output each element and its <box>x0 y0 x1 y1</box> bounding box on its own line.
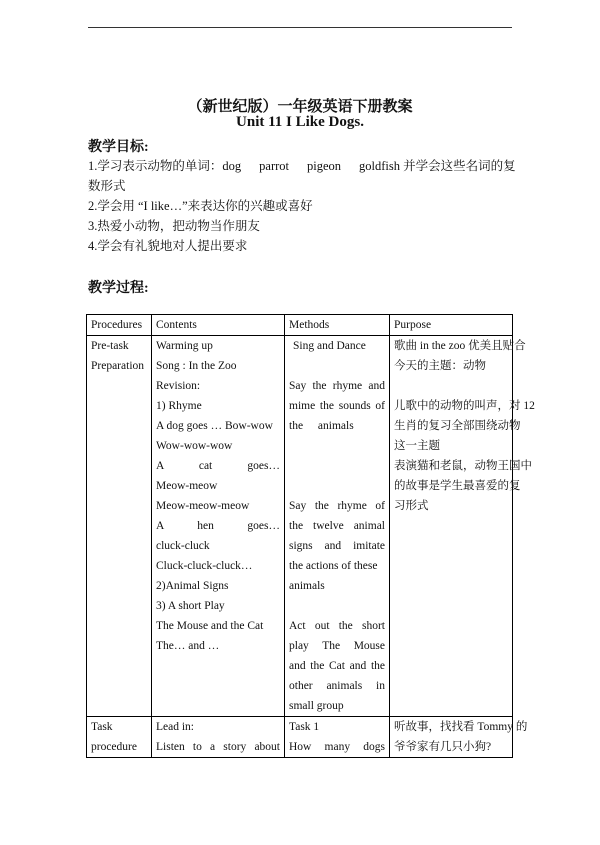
purpose-line: 表演猫和老鼠，动物王国中 <box>394 460 532 472</box>
method-line: other animals in <box>289 680 385 692</box>
content-line: 2)Animal Signs <box>156 580 229 592</box>
procedure-line: procedure <box>91 741 137 753</box>
content-line: The… and … <box>156 640 220 652</box>
content-line: Revision: <box>156 380 201 392</box>
content-line: Song : In the Zoo <box>156 360 237 372</box>
content-line: A dog goes … Bow-wow <box>156 420 273 432</box>
method-line: signs and imitate <box>289 540 385 552</box>
objective-item-2: 2.学会用 “I like…”来表达你的兴趣或喜好 <box>88 199 313 213</box>
content-line: Listen to a story about <box>156 741 280 753</box>
method-line: Task 1 <box>289 721 320 733</box>
header-methods: Methods <box>285 315 390 336</box>
objective-1-prefix: 1.学习表示动物的单词：dog <box>88 159 242 173</box>
method-line: Act out the short <box>289 620 385 632</box>
document-title: （新世纪版）一年级英语下册教案 <box>187 99 413 115</box>
unit-title: Unit 11 I Like Dogs. <box>236 114 364 130</box>
methods-cell <box>285 717 390 758</box>
method-line: Sing and Dance <box>293 340 366 352</box>
content-line: Wow-wow-wow <box>156 440 233 452</box>
content-line: Meow-meow-meow <box>156 500 250 512</box>
objective-item-4: 4.学会有礼貌地对人提出要求 <box>88 239 248 253</box>
objective-1-word: pigeon <box>307 159 342 173</box>
objectives-heading: 教学目标: <box>88 140 149 155</box>
procedure-line: Pre-task <box>91 340 129 352</box>
content-line: Warming up <box>156 340 213 352</box>
header-contents: Contents <box>152 315 285 336</box>
method-line: Say the rhyme of <box>289 500 385 512</box>
method-line: Say the rhyme and <box>289 380 385 392</box>
table-header-row <box>87 315 513 336</box>
purpose-line: 爷爷家有几只小狗? <box>394 741 492 753</box>
purpose-line: 今天的主题：动物 <box>394 360 486 372</box>
objective-item-1 <box>88 156 528 196</box>
process-heading: 教学过程: <box>88 281 149 296</box>
content-line: Meow-meow <box>156 480 218 492</box>
procedure-line: Task <box>91 721 113 733</box>
content-line: 3) A short Play <box>156 600 225 612</box>
procedure-line: Preparation <box>91 360 145 372</box>
purpose-cell <box>390 336 535 717</box>
content-line: Cluck-cluck-cluck… <box>156 560 253 572</box>
methods-cell <box>285 336 390 717</box>
objective-1-suffix: 并学会这些名词的复数形式 <box>88 159 516 193</box>
purpose-line: 儿歌中的动物的叫声，对 12 <box>394 400 535 412</box>
header-purpose: Purpose <box>390 315 513 336</box>
objective-item-3: 3.热爱小动物，把动物当作朋友 <box>88 219 260 233</box>
method-line: and the Cat and the <box>289 660 385 672</box>
content-line: A cat goes… <box>156 460 280 472</box>
lesson-plan-table <box>86 314 535 758</box>
table-row <box>87 717 513 758</box>
purpose-line: 歌曲 in the zoo 优美且贴合 <box>394 340 526 352</box>
content-line: 1) Rhyme <box>156 400 202 412</box>
procedure-cell <box>87 336 152 717</box>
method-line: the animals <box>289 420 354 432</box>
purpose-cell <box>390 717 528 758</box>
method-line: the twelve animal <box>289 520 385 532</box>
method-line: mime the sounds of <box>289 400 385 412</box>
objective-1-word: goldfish <box>359 159 401 173</box>
objective-1-word: parrot <box>259 159 289 173</box>
purpose-line: 听故事，找找看 Tommy 的 <box>394 721 528 733</box>
method-line: play The Mouse <box>289 640 385 652</box>
purpose-line: 生肖的复习全部围绕动物 <box>394 420 521 432</box>
purpose-line: 的故事是学生最喜爱的复 <box>394 480 521 492</box>
method-line: How many dogs <box>289 741 385 753</box>
method-line: the actions of these <box>289 560 378 572</box>
method-line: small group <box>289 700 344 712</box>
content-line: Lead in: <box>156 721 194 733</box>
contents-cell <box>152 717 285 758</box>
header-procedures: Procedures <box>87 315 152 336</box>
table-row <box>87 336 513 717</box>
content-line: cluck-cluck <box>156 540 210 552</box>
contents-cell <box>152 336 285 717</box>
purpose-line: 这一主题 <box>394 440 440 452</box>
content-line: The Mouse and the Cat <box>156 620 264 632</box>
purpose-line: 习形式 <box>394 500 429 512</box>
procedure-cell <box>87 717 152 758</box>
content-line: A hen goes… <box>156 520 280 532</box>
header-rule <box>88 27 512 28</box>
method-line: animals <box>289 580 325 592</box>
